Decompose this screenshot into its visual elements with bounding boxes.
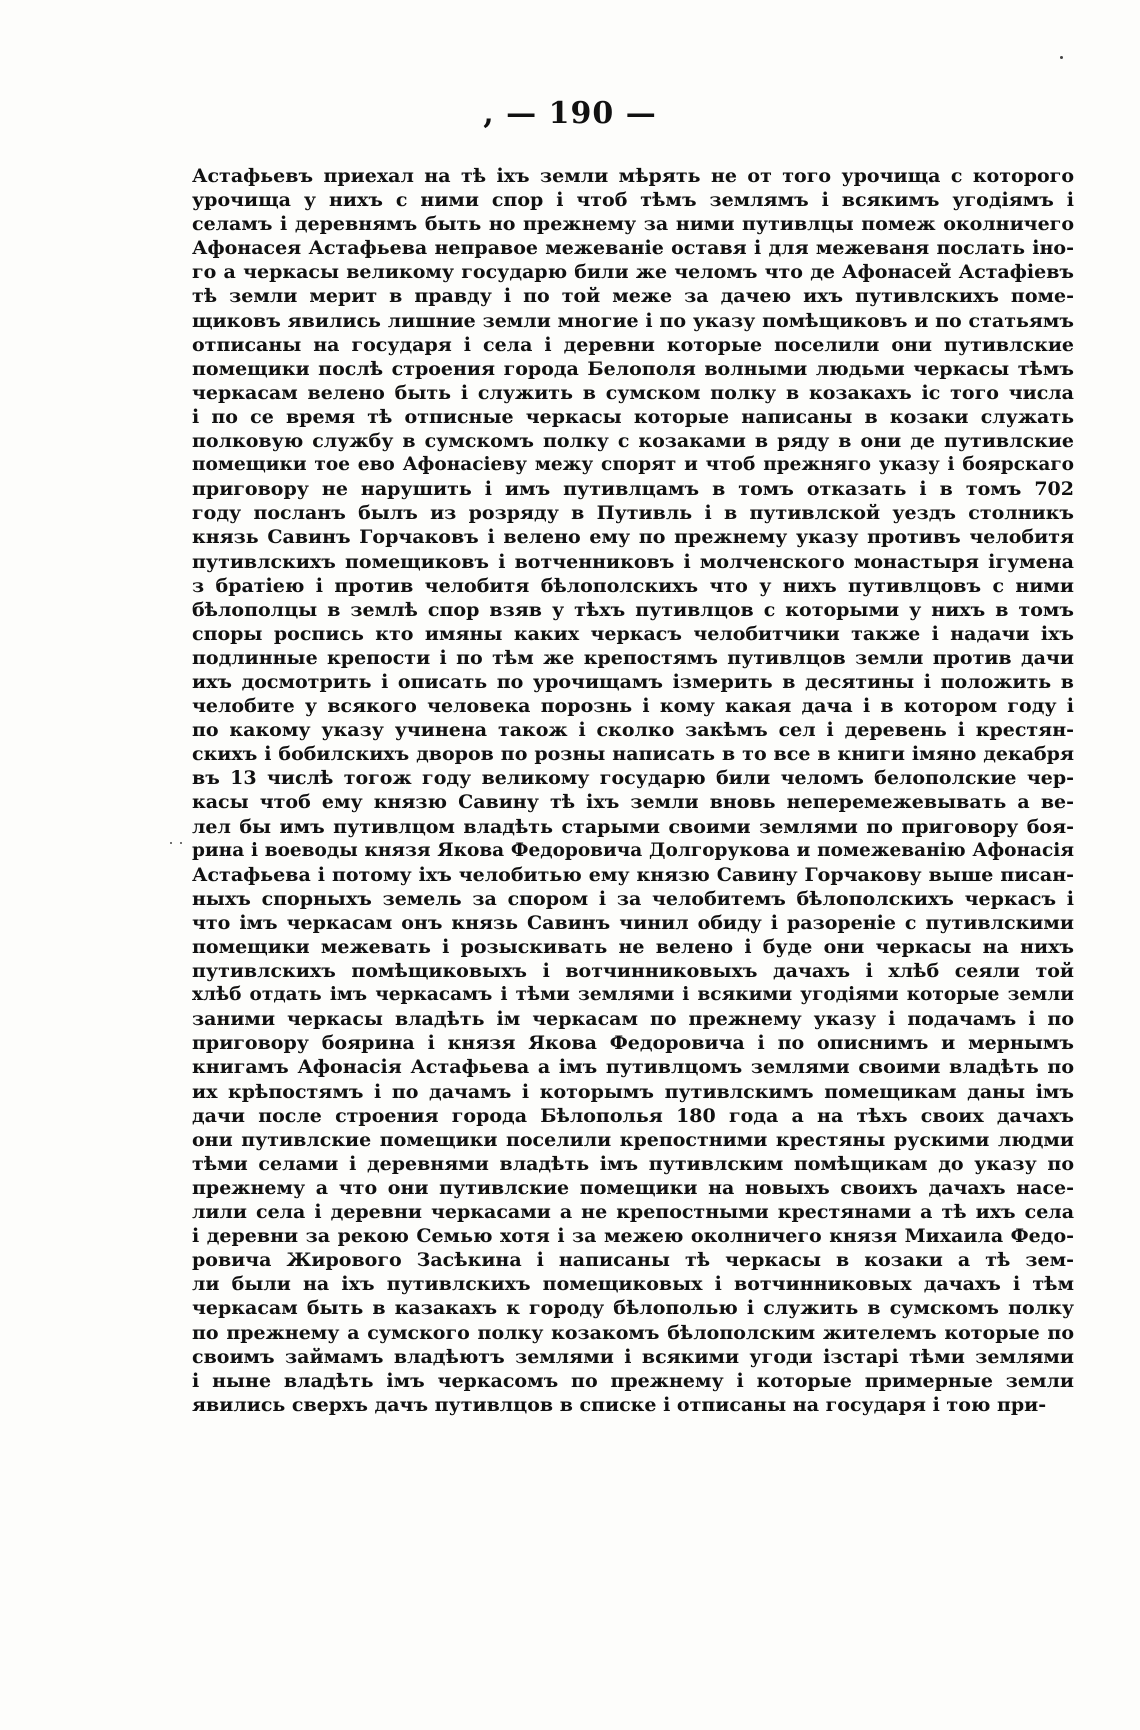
text-line: путивлскихъ помѣщиковыхъ і вотчинниковыхъ дачахъ і хлѣб сеяли той [192,960,1074,983]
text-line: споры роспись кто имяны каких черкасъ челобитчики также і надачи іхъ [192,622,1074,645]
text-line: щиковъ явились лишние земли многие і по указу помѣщиковъ и по статьямъ [192,309,1074,332]
text-line: тѣми селами і деревнями владѣть імъ путивлским помѣщикам до указу по [192,1152,1074,1175]
page-number: , — 190 — [483,96,657,131]
text-line: что імъ черкасам онъ князь Савинъ чинил обиду і разореніе с путивлскими [192,911,1074,934]
text-line: полковую службу в сумскомъ полку с козаками в ряду в они де путивлские [192,430,1074,453]
text-line: по прежнему а сумского полку козакомъ бѣлополским жителемъ которые по [192,1321,1074,1344]
text-line: по какому указу учинена також і сколко закѣмъ сел і деревень і крестян- [192,719,1074,742]
text-line: ныхъ спорныхъ земель за спором і за челобитемъ бѣлополскихъ черкасъ і [192,887,1074,910]
text-line: помещики тое ево Афонасіеву межу спорят и чтоб прежняго указу і боярскаго [192,454,1074,476]
text-line: прежнему а что они путивлские помещики на новыхъ своихъ дачахъ насе- [192,1176,1074,1199]
text-line: го а черкасы великому государю били же челомъ что де Афонасей Астафіевъ [192,261,1074,284]
text-line: селамъ і деревнямъ быть но прежнему за ними путивлцы помеж околничего [192,213,1074,236]
text-line: урочища у нихъ с ними спор і чтоб тѣмъ землямъ і всякимъ угодіямъ і [192,189,1074,212]
text-line: черкасам быть в казакахъ к городу бѣлополью і служить в сумскомъ полку [192,1297,1074,1320]
text-line: з братіею і против челобитя бѣлополскихъ что у нихъ путивлцовъ с ними [192,574,1074,597]
text-line: помещики послѣ строения города Белополя волными людьми черкасы тѣмъ [192,357,1074,380]
body-text [192,164,1074,1417]
text-line: і по се время тѣ отписные черкасы которые написаны в козаки служать [192,405,1074,428]
text-line: приговору боярина і князя Якова Федоровича і по описнимъ и мернымъ [192,1032,1074,1055]
text-line: ли были на іхъ путивлскихъ помещиковых і вотчинниковых дачахъ і тѣм [192,1273,1074,1296]
margin-speck [1060,56,1063,59]
text-line: тѣ земли мерит в правду і по той меже за дачею ихъ путивлскихъ поме- [192,285,1074,308]
text-line: помещики межевать і розыскивать не велено і буде они черкасы на нихъ [192,936,1074,958]
text-line: скихъ і бобилскихъ дворов по розны написать в то все в книги імяно декабря [192,743,1074,766]
text-line: книгамъ Афонасія Астафьева а імъ путивлцомъ землями своими владѣть по [192,1056,1074,1079]
text-line: явились сверхъ дачъ путивлцов в списке і отписаны на государя і тою при- [192,1393,1047,1416]
text-line: их крѣпостямъ і по дачамъ і которымъ путивлскимъ помещикам даны імъ [192,1080,1074,1103]
text-line: рина і воеводы князя Якова Федоровича Долгорукова и помежеванію Афонасія [192,839,1074,861]
text-line: путивлскихъ помещиковъ і вотченниковъ і молченского монастыря ігумена [192,550,1074,573]
text-line: лили села і деревни черкасами а не крепостными крестянами а тѣ ихъ села [192,1201,1074,1224]
text-line: своимъ займамъ владѣютъ землями і всякими угоди ізстарі тѣми землями [192,1345,1074,1368]
text-line: году посланъ былъ из розряду в Путивль і в путивлской уездъ столникъ [192,502,1074,525]
text-line: Астафьевъ приехал на тѣ іхъ земли мѣрять не от того урочища с которого [192,165,1074,187]
text-line: Афонасея Астафьева неправое межеваніе оставя і для межеваня послать іно- [192,237,1074,260]
text-line: і деревни за рекою Семью хотя і за межею околничего князя Михаила Федо- [192,1225,1074,1248]
text-line: отписаны на государя і села і деревни которые поселили они путивлские [192,333,1074,356]
text-line: черкасам велено быть і служить в сумском полку в козакахъ іс того числа [192,381,1074,404]
text-line: князь Савинъ Горчаковъ і велено ему по прежнему указу противъ челобитя [192,526,1074,549]
text-line: они путивлские помещики поселили крепостними крестяны рускими людми [192,1128,1074,1151]
text-line: заними черкасы владѣть ім черкасам по прежнему указу і подачамъ і по [192,1008,1074,1031]
text-line: челобите у всякого человека порознь і кому какая дача і в котором году і [192,695,1074,718]
text-line: подлинные крепости і по тѣм же крепостямъ путивлцов земли против дачи [192,646,1074,669]
text-line: хлѣб отдать імъ черкасамъ і тѣми землями і всякими угодіями которые земли [192,984,1074,1006]
text-line: і ныне владѣть імъ черкасомъ по прежнему і которые примерные земли [192,1369,1074,1392]
text-line: приговору не нарушить і имъ путивлцамъ в томъ отказать і в томъ 702 [192,478,1074,501]
margin-speck [170,842,172,844]
text-line: въ 13 числѣ тогож году великому государю били челомъ белополские чер- [192,767,1074,790]
text-line: ихъ досмотрить і описать по урочищамъ ізмерить в десятины і положить в [192,670,1074,693]
text-line: ровича Жирового Засѣкина і написаны тѣ черкасы в козаки а тѣ зем- [192,1249,1074,1272]
text-line: лел бы имъ путивлцом владѣть старыми своими землями по приговору боя- [192,815,1074,838]
text-line: бѣлополцы в землѣ спор взяв у тѣхъ путивлцов с которыми у нихъ в томъ [192,598,1074,621]
text-line: касы чтоб ему князю Савину тѣ іхъ земли вновь неперемежевывать а ве- [192,791,1074,814]
text-line: дачи после строения города Бѣлополья 180 года а на тѣхъ своих дачахъ [192,1104,1074,1127]
text-line: Астафьева і потому іхъ челобитью ему князю Савину Горчакову выше писан- [192,863,1074,886]
margin-speck [180,842,182,844]
